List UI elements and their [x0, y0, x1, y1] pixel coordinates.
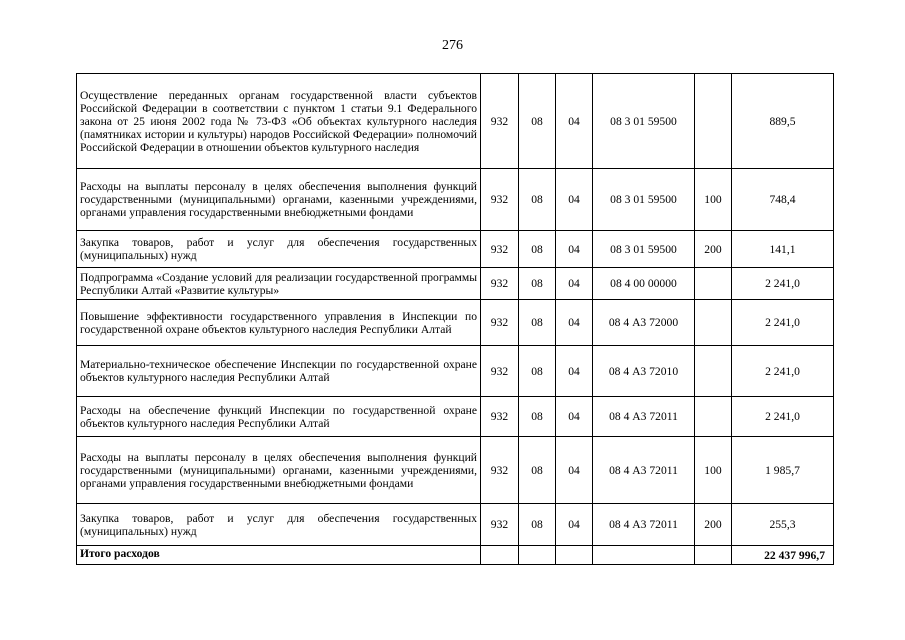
- total-empty-cell: [593, 546, 695, 565]
- table-row: [77, 346, 834, 397]
- row-section-code: 08: [519, 268, 556, 300]
- row-target-code: 08 3 01 59500: [593, 231, 695, 268]
- row-expense-type-code: [695, 300, 732, 346]
- row-ministry-code: 932: [481, 300, 519, 346]
- row-name: Расходы на выплаты персоналу в целях обеспечения выполнения функций государственными (муниципальными) органами, казенными учреждениями, органами управления государственными внебюджетными фондами: [77, 169, 481, 231]
- row-subsection-code: 04: [556, 231, 593, 268]
- row-expense-type-code: [695, 74, 732, 169]
- row-section-code: 08: [519, 300, 556, 346]
- row-subsection-code: 04: [556, 74, 593, 169]
- row-name: Закупка товаров, работ и услуг для обеспечения государственных (муниципальных) нужд: [77, 231, 481, 268]
- row-name: Материально-техническое обеспечение Инспекции по государственной охране объектов культурного наследия Республики Алтай: [77, 346, 481, 397]
- row-ministry-code: 932: [481, 74, 519, 169]
- row-ministry-code: 932: [481, 169, 519, 231]
- row-amount: 2 241,0: [732, 268, 834, 300]
- row-section-code: 08: [519, 346, 556, 397]
- row-subsection-code: 04: [556, 504, 593, 546]
- row-expense-type-code: [695, 346, 732, 397]
- row-amount: 255,3: [732, 504, 834, 546]
- row-subsection-code: 04: [556, 346, 593, 397]
- row-target-code: 08 4 А3 72000: [593, 300, 695, 346]
- row-subsection-code: 04: [556, 397, 593, 437]
- row-expense-type-code: [695, 268, 732, 300]
- page-number: 276: [442, 38, 463, 53]
- table-row: [77, 74, 834, 169]
- table-row: [77, 504, 834, 546]
- budget-table: [76, 73, 834, 565]
- row-subsection-code: 04: [556, 169, 593, 231]
- row-expense-type-code: [695, 397, 732, 437]
- row-ministry-code: 932: [481, 268, 519, 300]
- row-amount: 1 985,7: [732, 437, 834, 504]
- row-name: Повышение эффективности государственного управления в Инспекции по государственной охране объектов культурного наследия Республики Алтай: [77, 300, 481, 346]
- row-target-code: 08 4 А3 72011: [593, 437, 695, 504]
- table-row: [77, 437, 834, 504]
- total-empty-cell: [556, 546, 593, 565]
- row-target-code: 08 4 А3 72011: [593, 397, 695, 437]
- row-section-code: 08: [519, 504, 556, 546]
- row-section-code: 08: [519, 231, 556, 268]
- total-empty-cell: [695, 546, 732, 565]
- row-expense-type-code: 200: [695, 504, 732, 546]
- row-target-code: 08 3 01 59500: [593, 74, 695, 169]
- row-name: Расходы на обеспечение функций Инспекции по государственной охране объектов культурного наследия Республики Алтай: [77, 397, 481, 437]
- table-row: [77, 231, 834, 268]
- table-body: [77, 74, 834, 565]
- row-section-code: 08: [519, 169, 556, 231]
- row-name: Осуществление переданных органам государственной власти субъектов Российской Федерации в соответствии с пунктом 1 статьи 9.1 Федерального закона от 25 июня 2002 года № 73-ФЗ «Об объектах культурного наследия (памятниках истории и культуры) народов Российской Федерации» полномочий Российской Федерации в отношении объектов культурного наследия: [77, 74, 481, 169]
- total-amount: 22 437 996,7: [732, 546, 834, 565]
- row-ministry-code: 932: [481, 346, 519, 397]
- row-section-code: 08: [519, 74, 556, 169]
- table-row: [77, 397, 834, 437]
- total-empty-cell: [481, 546, 519, 565]
- row-amount: 748,4: [732, 169, 834, 231]
- row-amount: 141,1: [732, 231, 834, 268]
- row-ministry-code: 932: [481, 231, 519, 268]
- row-section-code: 08: [519, 397, 556, 437]
- row-expense-type-code: 200: [695, 231, 732, 268]
- row-subsection-code: 04: [556, 300, 593, 346]
- row-target-code: 08 4 А3 72011: [593, 504, 695, 546]
- row-amount: 2 241,0: [732, 397, 834, 437]
- row-ministry-code: 932: [481, 504, 519, 546]
- row-target-code: 08 4 А3 72010: [593, 346, 695, 397]
- row-amount: 2 241,0: [732, 300, 834, 346]
- row-section-code: 08: [519, 437, 556, 504]
- row-subsection-code: 04: [556, 268, 593, 300]
- row-name: Расходы на выплаты персоналу в целях обеспечения выполнения функций государственными (муниципальными) органами, казенными учреждениями, органами управления государственными внебюджетными фондами: [77, 437, 481, 504]
- row-amount: 2 241,0: [732, 346, 834, 397]
- row-ministry-code: 932: [481, 437, 519, 504]
- row-target-code: 08 4 00 00000: [593, 268, 695, 300]
- row-target-code: 08 3 01 59500: [593, 169, 695, 231]
- table-row: [77, 300, 834, 346]
- row-amount: 889,5: [732, 74, 834, 169]
- table-row: [77, 268, 834, 300]
- row-expense-type-code: 100: [695, 169, 732, 231]
- total-row: [77, 546, 834, 565]
- row-name: Закупка товаров, работ и услуг для обеспечения государственных (муниципальных) нужд: [77, 504, 481, 546]
- row-subsection-code: 04: [556, 437, 593, 504]
- table-row: [77, 169, 834, 231]
- row-expense-type-code: 100: [695, 437, 732, 504]
- row-name: Подпрограмма «Создание условий для реализации государственной программы Республики Алтай «Развитие культуры»: [77, 268, 481, 300]
- total-empty-cell: [519, 546, 556, 565]
- total-label: Итого расходов: [77, 546, 481, 565]
- row-ministry-code: 932: [481, 397, 519, 437]
